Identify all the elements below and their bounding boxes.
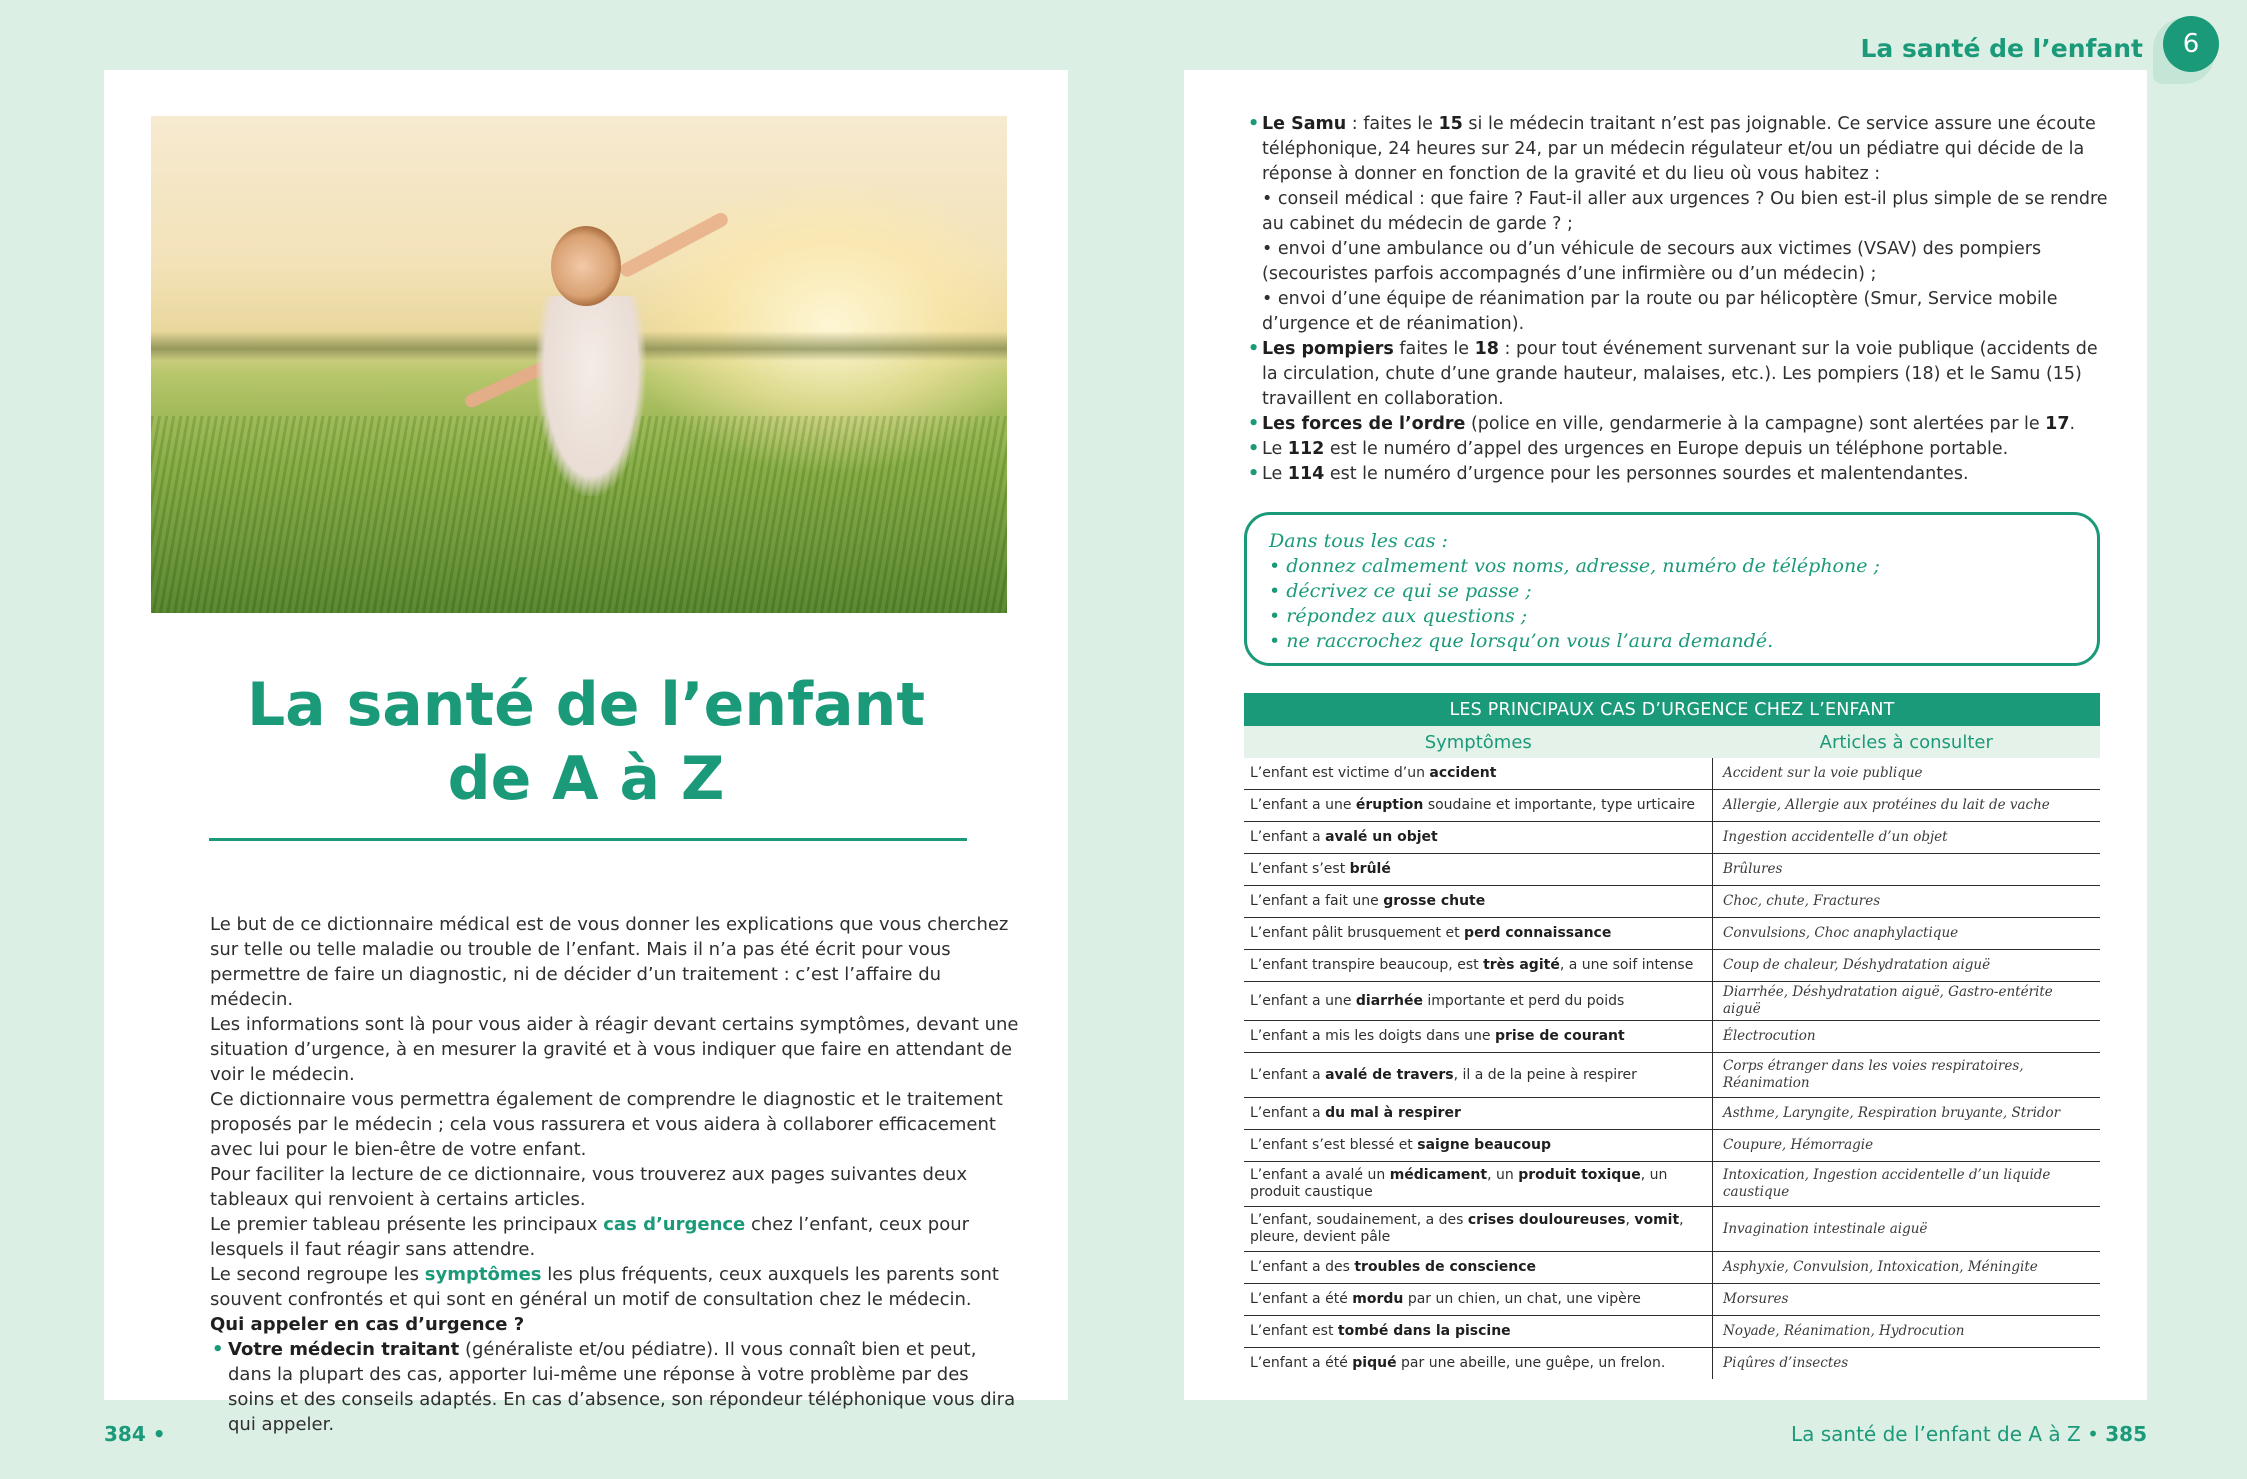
emergency-table [1244, 693, 2100, 1379]
advice-line: • décrivez ce qui se passe ; [1269, 580, 1532, 602]
list-item: • Le Samu : faites le 15 si le médecin traitant n’est pas joignable. Ce service assure une écoute téléphonique, 24 heures sur 24, par un médecin régulateur et/ou un pédiatre qui décide de la réponse à donner en fonction de la gravité et du lieu où vous habitez : • conseil médical : que faire ? Faut-il aller aux urgences ? Ou bien est-il plus simple de se rendre au cabinet du médecin de garde ? ; • envoi d’une ambulance ou d’un véhicule de secours aux victimes (VSAV) des pompiers (secouristes parfois accompagnés d’une infirmière ou d’un médecin) ; • envoi d’une équipe de réanimation par la route ou par hélicoptère (Smur, Service mobile d’urgence et de réanimation). [1248, 112, 2108, 337]
article-cell[interactable]: Choc, chute, Fractures [1713, 886, 2101, 918]
intro-paragraph: Le second regroupe les symptômes les plus fréquents, ceux auxquels les parents sont souvent confrontés et qui sont en général un motif de consultation chez le médecin. [210, 1264, 999, 1310]
advice-line: • ne raccrochez que lorsqu’on vous l’aura demandé. [1269, 630, 1774, 652]
table-caption: LES PRINCIPAUX CAS D’URGENCE CHEZ L’ENFANT [1244, 693, 2100, 726]
article-cell[interactable]: Invagination intestinale aiguë [1713, 1207, 2101, 1252]
intro-paragraph: Pour faciliter la lecture de ce dictionnaire, vous trouverez aux pages suivantes deux tableaux qui renvoient à certains articles. [210, 1164, 968, 1210]
symptom-cell: L’enfant, soudainement, a des crises douloureuses, vomit, pleure, devient pâle [1244, 1207, 1713, 1252]
symptom-cell: L’enfant a une diarrhée importante et perd du poids [1244, 982, 1713, 1021]
table-row [1244, 1053, 2100, 1098]
article-cell[interactable]: Électrocution [1713, 1021, 2101, 1053]
intro-paragraph: Les informations sont là pour vous aider à réagir devant certains symptômes, devant une situation d’urgence, à en mesurer la gravité et à vous indiquer que faire en attendant de voir le médecin. [210, 1014, 1019, 1085]
symptom-cell: L’enfant s’est blessé et saigne beaucoup [1244, 1130, 1713, 1162]
article-cell[interactable]: Diarrhée, Déshydratation aiguë, Gastro-entérite aiguë [1713, 982, 2101, 1021]
article-cell[interactable]: Convulsions, Choc anaphylactique [1713, 918, 2101, 950]
table-row [1244, 758, 2100, 790]
table-row [1244, 918, 2100, 950]
intro-paragraph: Le premier tableau présente les principaux cas d’urgence chez l’enfant, ceux pour lesquels il faut réagir sans attendre. [210, 1214, 970, 1260]
cross-reference-link[interactable]: cas d’urgence [603, 1214, 746, 1235]
right-page [1184, 70, 2147, 1400]
table-row [1244, 1098, 2100, 1130]
advice-box [1244, 512, 2100, 666]
advice-line: Dans tous les cas : [1269, 530, 1448, 552]
table-row [1244, 1316, 2100, 1348]
symptom-cell: L’enfant a des troubles de conscience [1244, 1252, 1713, 1284]
sub-item: • conseil médical : que faire ? Faut-il aller aux urgences ? Ou bien est-il plus simple de se rendre au cabinet du médecin de garde ? ; [1262, 189, 2108, 234]
article-cell[interactable]: Allergie, Allergie aux protéines du lait de vache [1713, 790, 2101, 822]
table-row [1244, 1021, 2100, 1053]
symptom-cell: L’enfant a été mordu par un chien, un chat, une vipère [1244, 1284, 1713, 1316]
table-row [1244, 854, 2100, 886]
table-row [1244, 1252, 2100, 1284]
symptom-cell: L’enfant a avalé un objet [1244, 822, 1713, 854]
symptom-cell: L’enfant pâlit brusquement et perd connaissance [1244, 918, 1713, 950]
page-number-left: 384 • [104, 1422, 166, 1446]
article-cell[interactable]: Coup de chaleur, Déshydratation aiguë [1713, 950, 2101, 982]
symptom-cell: L’enfant s’est brûlé [1244, 854, 1713, 886]
title-line: La santé de l’enfant [246, 670, 926, 740]
list-item: • Le 112 est le numéro d’appel des urgences en Europe depuis un téléphone portable. [1248, 439, 2009, 459]
symptom-cell: L’enfant a avalé un médicament, un produit toxique, un produit caustique [1244, 1162, 1713, 1207]
sub-item: • envoi d’une équipe de réanimation par la route ou par hélicoptère (Smur, Service mobile d’urgence et de réanimation). [1262, 289, 2058, 334]
symptom-cell: L’enfant a fait une grosse chute [1244, 886, 1713, 918]
article-cell[interactable]: Asphyxie, Convulsion, Intoxication, Méningite [1713, 1252, 2101, 1284]
symptom-cell: L’enfant est victime d’un accident [1244, 758, 1713, 790]
girl-head [551, 226, 621, 306]
intro-paragraph: Ce dictionnaire vous permettra également de comprendre le diagnostic et le traitement proposés par le médecin ; cela vous rassurera et vous aidera à collaborer efficacement avec lui pour le bien-être de votre enfant. [210, 1089, 1003, 1160]
intro-paragraph: Le but de ce dictionnaire médical est de vous donner les explications que vous cherchez sur telle ou telle maladie ou trouble de l’enfant. Mais il n’a pas été écrit pour vous permettre de faire un diagnostic, ni de décider d’un traitement : c’est l’affaire du médecin. [210, 914, 1009, 1010]
article-cell[interactable]: Brûlures [1713, 854, 2101, 886]
column-header-symptoms: Symptômes [1244, 726, 1713, 758]
cross-reference-link[interactable]: symptômes [424, 1264, 542, 1285]
table-row [1244, 790, 2100, 822]
page-number-right: La santé de l’enfant de A à Z • 385 [1790, 1422, 2147, 1446]
table-row [1244, 1348, 2100, 1380]
symptom-cell: L’enfant a mis les doigts dans une prise de courant [1244, 1021, 1713, 1053]
symptom-cell: L’enfant a une éruption soudaine et importante, type urticaire [1244, 790, 1713, 822]
intro-text [210, 912, 1020, 1437]
article-cell[interactable]: Noyade, Réanimation, Hydrocution [1713, 1316, 2101, 1348]
title-line: de A à Z [447, 744, 725, 814]
table-row [1244, 1162, 2100, 1207]
section-heading: Qui appeler en cas d’urgence ? [210, 1314, 525, 1335]
list-item: • Les forces de l’ordre (police en ville, gendarmerie à la campagne) sont alertées par le 17. [1248, 414, 2076, 434]
title-divider [209, 838, 967, 841]
symptom-cell: L’enfant a avalé de travers, il a de la peine à respirer [1244, 1053, 1713, 1098]
advice-line: • donnez calmement vos noms, adresse, numéro de téléphone ; [1269, 555, 1880, 577]
emergency-numbers-list [1248, 112, 2108, 487]
table-row [1244, 1284, 2100, 1316]
child-running-photo [151, 116, 1007, 613]
list-item: • Les pompiers faites le 18 : pour tout événement survenant sur la voie publique (accidents de la circulation, chute d’une grande hauteur, malaises, etc.). Les pompiers (18) et le Samu (15) travaillent en collaboration. [1248, 339, 2098, 409]
article-cell[interactable]: Coupure, Hémorragie [1713, 1130, 2101, 1162]
article-cell[interactable]: Intoxication, Ingestion accidentelle d’un liquide caustique [1713, 1162, 2101, 1207]
article-cell[interactable]: Morsures [1713, 1284, 2101, 1316]
symptom-cell: L’enfant a du mal à respirer [1244, 1098, 1713, 1130]
column-header-articles: Articles à consulter [1713, 726, 2101, 758]
table-body [1244, 758, 2100, 1379]
girl-dress [536, 296, 646, 496]
advice-line: • répondez aux questions ; [1269, 605, 1528, 627]
list-item: • Votre médecin traitant (généraliste et/ou pédiatre). Il vous connaît bien et peut, dans la plupart des cas, apporter lui-même une réponse à votre problème par des soins et des conseils adaptés. En cas d’absence, son répondeur téléphonique vous dira qui appeler. [212, 1339, 1016, 1435]
running-title: La santé de l’enfant [1860, 34, 2143, 63]
table-row [1244, 950, 2100, 982]
table-row [1244, 1130, 2100, 1162]
table-row [1244, 1207, 2100, 1252]
symptom-cell: L’enfant a été piqué par une abeille, une guêpe, un frelon. [1244, 1348, 1713, 1380]
table-row [1244, 822, 2100, 854]
page-title [104, 668, 1068, 816]
article-cell[interactable]: Ingestion accidentelle d’un objet [1713, 822, 2101, 854]
article-cell[interactable]: Asthme, Laryngite, Respiration bruyante, Stridor [1713, 1098, 2101, 1130]
sub-item: • envoi d’une ambulance ou d’un véhicule de secours aux victimes (VSAV) des pompiers (secouristes parfois accompagnés d’une infirmière ou d’un médecin) ; [1262, 239, 2042, 284]
table-row [1244, 886, 2100, 918]
table-row [1244, 982, 2100, 1021]
symptom-cell: L’enfant est tombé dans la piscine [1244, 1316, 1713, 1348]
list-item: • Le 114 est le numéro d’urgence pour les personnes sourdes et malentendantes. [1248, 464, 1969, 484]
article-cell[interactable]: Piqûres d’insectes [1723, 1355, 1849, 1371]
article-cell[interactable]: Corps étranger dans les voies respiratoires, Réanimation [1713, 1053, 2101, 1098]
article-cell[interactable]: Accident sur la voie publique [1713, 758, 2101, 790]
chapter-number: 6 [2163, 16, 2219, 72]
symptom-cell: L’enfant transpire beaucoup, est très agité, a une soif intense [1244, 950, 1713, 982]
